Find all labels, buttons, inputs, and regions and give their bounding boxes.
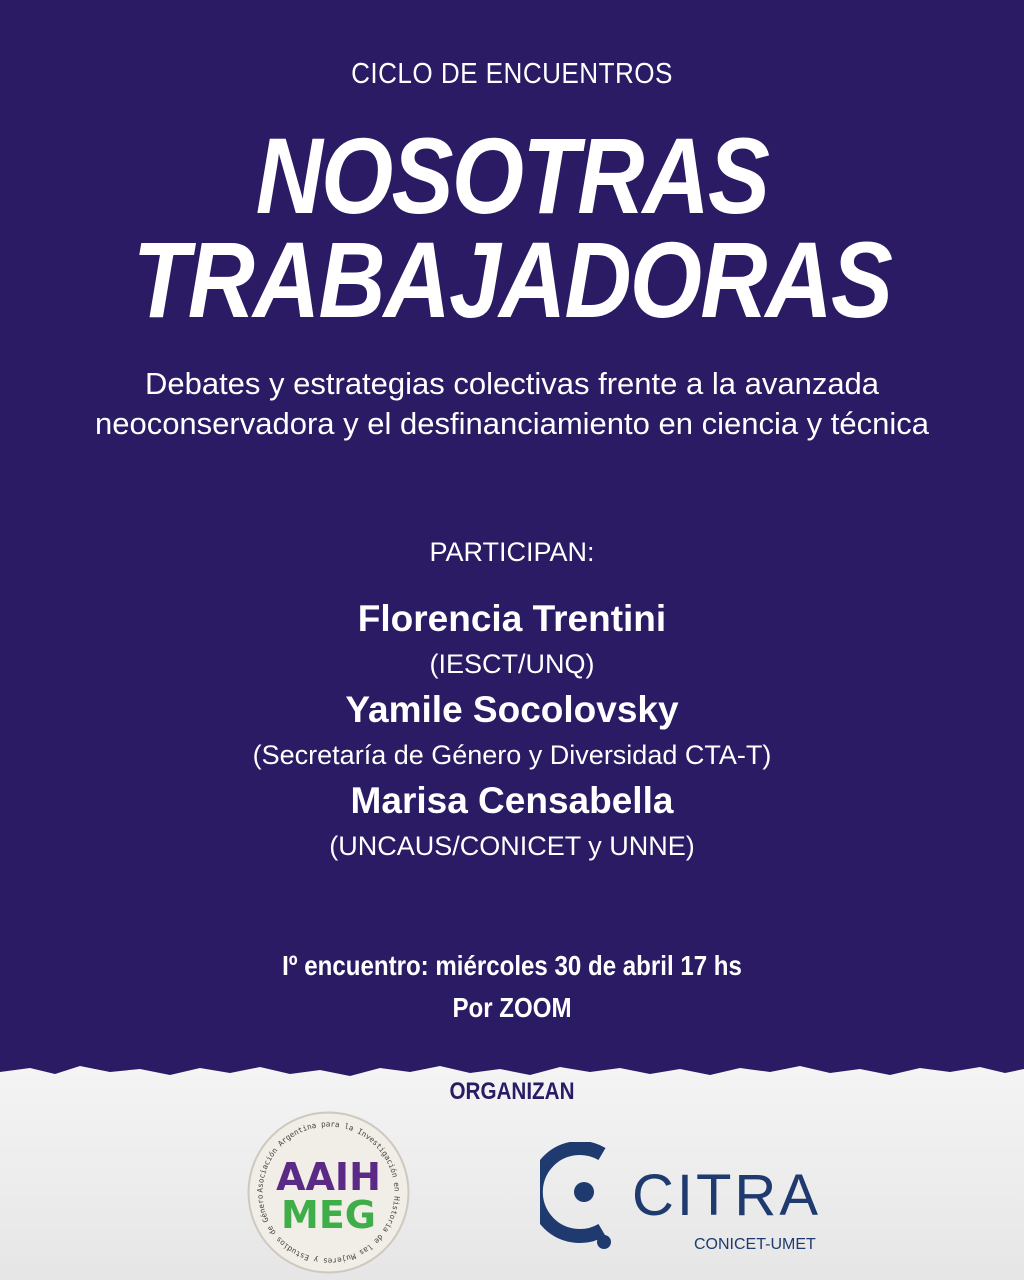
title-line-1: NOSOTRAS [255,115,769,236]
aaih-meg-logo [246,1110,411,1275]
aaih-ring-text: Asociación Argentina para la Investigación en Historia de las Mujeres y Estudios de Género [255,1119,402,1266]
citra-subtitle: CONICET-UMET [694,1236,816,1253]
participant-name: Florencia Trentini [357,598,667,639]
participants-list [0,595,1024,868]
citra-logo [540,1142,850,1254]
organizers-label: ORGANIZAN [449,1078,575,1105]
aaih-text: AAIH [276,1155,381,1199]
participants-label: PARTICIPAN: [429,537,595,567]
citra-dot-small [597,1235,611,1249]
participant-affiliation: (UNCAUS/CONICET y UNNE) [329,831,695,861]
kicker: CICLO DE ENCUENTROS [351,58,673,90]
citra-dot-mark [574,1182,594,1202]
subtitle-line-2: neoconservadora y el desfinanciamiento en ciencia y técnica [94,406,930,441]
subtitle-line-1: Debates y estrategias colectivas frente a la avanzada [144,366,880,401]
citra-name: CITRA [632,1163,821,1228]
meg-text: MEG [281,1193,376,1237]
participant-name: Yamile Socolovsky [345,689,679,730]
event-date: Iº encuentro: miércoles 30 de abril 17 hs [282,950,742,981]
participant-affiliation: (IESCT/UNQ) [429,649,595,679]
subtitle [20,364,1004,444]
participant-name: Marisa Censabella [350,780,674,821]
title-line-2: TRABAJADORAS [132,219,892,340]
event-platform: Por ZOOM [452,992,572,1023]
participant-affiliation: (Secretaría de Género y Diversidad CTA-T) [252,740,772,770]
